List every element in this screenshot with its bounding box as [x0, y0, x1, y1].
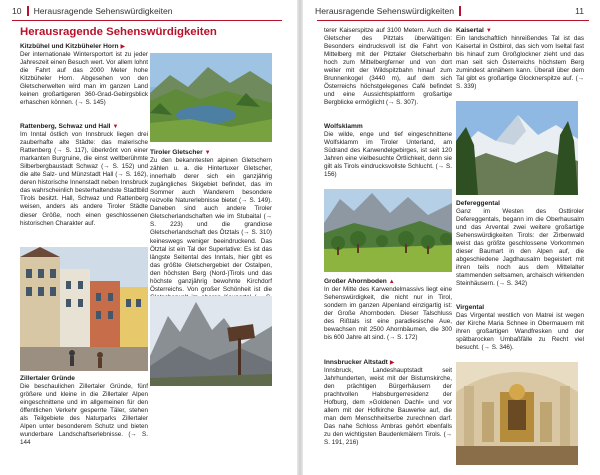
header-divider — [459, 6, 461, 16]
glacier-image — [456, 101, 578, 195]
entry-wolfsklamm — [324, 123, 452, 179]
entry-ahornboden — [324, 278, 452, 342]
arrow-right-icon: ▶ — [120, 44, 126, 50]
photo-rocky-peaks — [150, 296, 272, 386]
entry-defereggental — [456, 200, 584, 289]
town-street-image — [20, 247, 148, 371]
photo-alpine-lake — [150, 53, 272, 142]
entry-text: Das Virgental westlich von Matrei ist wegen der Kirche Maria Schnee in Obermauern mit ihren großartigen Wandfresken und der spätbarocken Umbaßfälle zu Recht viel besucht. (→ S. 346). — [456, 312, 584, 352]
header-rule-left — [12, 20, 282, 21]
page-number-left: 10 — [12, 6, 22, 16]
right-page — [303, 0, 600, 475]
entry-kaisertal — [456, 27, 584, 91]
arrow-up-icon: ▲ — [388, 279, 395, 285]
entry-text: Im Inntal östlich von Innsbruck liegen drei zauberhafte alte Städte: das malerische Rattenberg (→ S. 117), überkrönt von einer markanten Burgruine, die einst weltberühmte Silberbergbaustadt Schwaz (→ S. 152) und die alte Salz- und Münzstadt Hall (→ S. 162), deren historische Innenstadt neben Innsbruck das wahrscheinlich besterhaltendste Stadtbild Tirols besitzt. Hall, Schwaz und Rattenberg weisen, anders als andere Tiroler Städte dieser Größe, noch einen geschlossenen historischen Charakter auf. — [20, 131, 148, 227]
entry-text: Ein landschaftlich hinreißendes Tal ist das Kaisertal in Ostbirol, das sich vom Iseltal fast bis hinauf zum Großglockner zieht und das man seit sich Österreichs höchstem Berg zumindest annähern kann. Überall über dem Tal gibt es großartige Glocknerspitze auf. (→ S. 339) — [456, 35, 584, 91]
entry-title: Tiroler Gletscher ▼ — [150, 149, 211, 156]
entry-kitzbuehel — [20, 43, 148, 107]
continuation-text — [324, 27, 452, 107]
entry-title: Kitzbühel und Kitzbüheler Horn ▶ — [20, 43, 126, 50]
photo-glacier — [456, 101, 578, 195]
alpine-lake-image — [150, 53, 272, 142]
header-divider — [27, 6, 29, 16]
arrow-right-icon: ▶ — [389, 360, 395, 366]
entry-text: Die wilde, enge und tief eingeschnittene Wolfsklamm im Tiroler Unterland, am Südrand des Karwendelgebirges, ist seit 120 Jahren eine vielbesuchte Örtlichkeit, denn sie gilt als Tirols eindrucksvollste Schlucht. (→ S. 156) — [324, 131, 453, 179]
entry-text: In der Mitte des Karwendelmassivs liegt eine Sehenswürdigkeit, die nicht nur in Tirol, sondern im ganzen Alpenland einzigartig ist: der Große Ahornboden. Dieser Talschluss des Rißtals ist eine paradiesische Aue, bewachsen mit 2500 Ahornbäumen, die 300 bis 600 Jahre alt sind. (→ S. 172) — [324, 286, 452, 342]
section-title: Herausragende Sehenswürdigkeiten — [20, 26, 217, 38]
header-rule-right — [317, 20, 589, 21]
entry-title: Großer Ahornboden ▲ — [324, 278, 395, 285]
entry-rattenberg — [20, 123, 148, 228]
entry-text: Zu den bekanntesten alpinen Gletschern zählen u. a. die Hintertuxer Gletscher, innerhalb derer sich ein ganzjährig zugängliches Skigebiet befindet, das im Sommer auch Wanderern besondere reizvolle Naturerlebnisse bietet (→ S. 149). Daneben sind auch andere Tiroler Gletscherlandschaften wie im Stubaital (→ S. 223) und die grandiose Gletscherlandschaft des Ötztals (→ S. 310) keineswegs weniger beeindruckend. Das Ötztal ist ein Tal der Superlative: Es ist das längste Seitental des Inntals, hier gibt es das größte Gletschergebiet der Ostalpen, den höchsten Berg (Nord-)Tirols und das höchste ganzjährig bewohnte Kirchdorf Österreichs. Von großer Schönheit ist die — [150, 157, 272, 293]
entry-altstadt — [324, 359, 452, 448]
photo-town-street — [20, 247, 148, 371]
running-head-text-right: Herausragende Sehenswürdigkeiten — [315, 6, 455, 16]
entry-title: Virgental — [456, 304, 485, 311]
church-interior-image — [456, 362, 578, 465]
photo-maple-meadow — [324, 189, 452, 272]
page-number-right: 11 — [575, 6, 584, 16]
maple-meadow-image — [324, 189, 452, 272]
rocky-peaks-image — [150, 296, 272, 386]
photo-church-interior — [456, 362, 578, 465]
entry-title: Innsbrucker Altstadt ▶ — [324, 359, 395, 366]
entry-title: Rattenberg, Schwaz und Hall ▼ — [20, 123, 119, 130]
entry-title: Kaisertal ▼ — [456, 27, 492, 34]
arrow-down-icon: ▼ — [204, 150, 211, 156]
entry-virgental — [456, 304, 584, 352]
running-head-text-left: Herausragende Sehenswürdigkeiten — [33, 6, 173, 16]
arrow-down-icon: ▼ — [485, 28, 492, 34]
running-head-right — [315, 6, 588, 20]
left-page — [0, 0, 297, 475]
entry-gletscher — [150, 149, 272, 293]
entry-zillertal — [20, 375, 148, 447]
entry-text: Die beschaulichen Zillertaler Gründe, fünf größere und kleine in die Zillertaler Alpen eingeschnittene und im allgemeinen für den öffentlichen Verkehr gesperrte Täler, stehen als Teilgebiete des Naturparks Zillertaler Alpen unter besonderem Schutz und bieten wunderbare Landschaftserlebnisse. (→ S. 144 — [20, 383, 148, 447]
entry-title: Defereggental — [456, 200, 500, 207]
entry-title: Zillertaler Gründe — [20, 375, 75, 382]
entry-text: Ganz im Westen des Osttiroler Defereggentals, begann im die Oberhausalm und das Arvental zwei weitere großartige Sehenswürdigkeiten Tirols: der Zirbenwald weist das größte geschlossene Vorkommen dieser Baumart in den Alpen auf, die abgeschiedene Jagdhausalm begeistert mit ihren teils noch aus dem Mittelalter stammenden seltsamen, archaisch wirkenden Steinhäusern. (→ S. 342) — [456, 208, 584, 288]
arrow-down-icon: ▼ — [112, 124, 119, 130]
entry-text: terer Kaiserspitze auf 3100 Metern. Auch die Gletscher des Pitztals überwältigen: Besonders eindrucksvoll ist die Fahrt von Mittelberg mit der Pitztaler Gletscherbahn hoch zum Mittelbergferner und von dort weiter mit der Wildspitzbahn hinauf zum Brunnenkogel (3440 m), auf dem sich Österreichs höchstgelegenes Café befindet und eine Aussichtsplattform großartige Bergblicke ermöglicht (→ S. 307). — [324, 27, 452, 107]
running-head-left — [12, 6, 291, 20]
entry-title: Wolfsklamm — [324, 123, 363, 130]
entry-text: Innsbruck, Landeshauptstadt seit Jahrhunderten, weist mit der Bistumskirche, den prächtigen Bürgerhäusern der prachtvollen Habsburgerresidenz der Hofburg, dem »Goldenen Dachl« und vor allem mit der Hofkirche Bauwerke auf, die man dem Menschheitserbe zurechnen darf. Das nahe Schloss Ambras gehört ebenfalls zu den wichtigsten Baudenkmälern Tirols. (→ S. 191, 216) — [324, 367, 452, 447]
entry-text: Der internationale Wintersportort ist zu jeder Jahreszeit einen Besuch wert. Vor allem lohnt die Fahrt auf das 2000 Meter hohe Kitzbüheler Horn. Abgesehen von den Gletscherwelten wird man im ganzen Land keinen großartigeren 360-Grad-Gebirgsblick erhaschen können. (→ S. 145) — [20, 51, 148, 107]
